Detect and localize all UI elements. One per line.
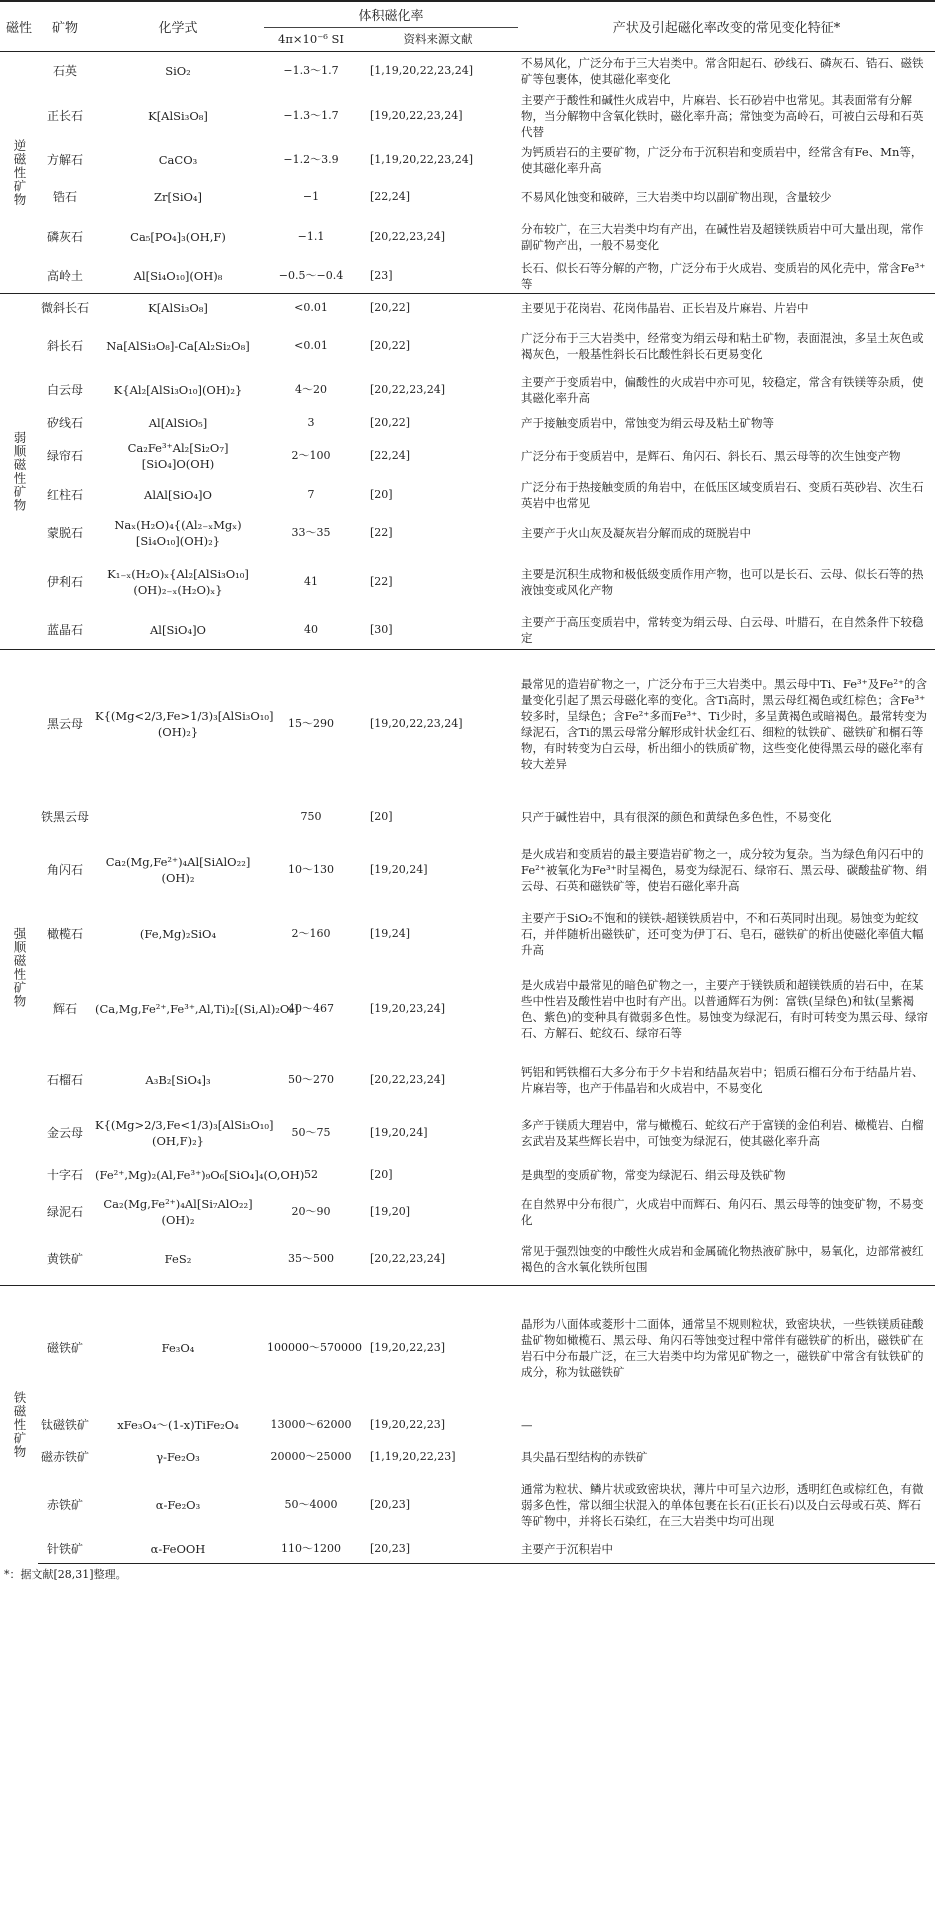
table-row — [0, 259, 935, 294]
chemical-formula: SiO₂ — [92, 51, 264, 91]
chemical-formula: K[AlSi₃O₈] — [92, 294, 264, 322]
chemical-formula: K{(Mg<2/3,Fe>1/3)₃[AlSi₃O₁₀](OH)₂} — [92, 650, 264, 798]
chemical-formula: A₃B₂[SiO₄]₃ — [145, 1072, 211, 1087]
mineral-name: 蒙脱石 — [46, 525, 83, 540]
feature-description: 具尖晶石型结构的赤铁矿 — [521, 1449, 648, 1464]
susceptibility-value: 110～1200 — [264, 1536, 358, 1564]
mineral-name: 高岭土 — [46, 269, 83, 283]
chemical-formula: (Ca,Mg,Fe²⁺,Fe³⁺,Al,Ti)₂[(Si,Al)₂O₆] — [95, 1001, 299, 1016]
susceptibility-value: 40 — [304, 623, 318, 637]
chemical-formula: (Fe,Mg)₂SiO₄ — [139, 926, 217, 941]
mineral-name: 磁赤铁矿 — [41, 1449, 90, 1464]
mineral-name: 方解石 — [46, 153, 83, 167]
table-row — [0, 141, 935, 179]
reference-list: [20,22] — [358, 294, 518, 322]
feature-description: 主要见于花岗岩、花岗伟晶岩、正长岩及片麻岩、片岩中 — [518, 294, 935, 322]
reference-list: [20] — [370, 809, 393, 823]
table-row — [0, 1234, 935, 1286]
chemical-formula: AlAl[SiO₄]O — [144, 487, 212, 502]
chemical-formula: K₁₋ₓ(H₂O)ₓ{Al₂[AlSi₃O₁₀](OH)₂₋ₓ(H₂O)ₓ} — [107, 566, 249, 597]
chemical-formula: Ca₂Fe³⁺Al₂[Si₂O₇][SiO₄]O(OH) — [127, 440, 229, 471]
table-row — [0, 1474, 935, 1536]
feature-description: 产于接触变质岩中，常蚀变为绢云母及粘土矿物等 — [521, 415, 775, 430]
table-row — [0, 1440, 935, 1474]
susceptibility-value: 15～290 — [264, 650, 358, 798]
chemical-formula: Naₓ(H₂O)₄{(Al₂₋ₓMgₓ)[Si₄O₁₀](OH)₂} — [114, 517, 242, 548]
chemical-formula: Al[SiO₄]O — [150, 623, 206, 638]
susceptibility-value: <0.01 — [294, 338, 328, 352]
reference-list: [19,20,23,24] — [370, 1001, 446, 1015]
table-row — [0, 1054, 935, 1106]
table-row — [0, 1286, 935, 1410]
magnetism-group-label: 强顺磁性矿物 — [0, 650, 38, 1286]
feature-description: 不易风化，广泛分布于三大岩类中。常含阳起石、砂线石、磷灰石、锆石、磁铁矿等包裹体，使其磁化率变化 — [518, 51, 935, 91]
reference-list: [23] — [370, 269, 393, 282]
feature-description: 主要产于高压变质岩中，常转变为绢云母、白云母、叶腊石，在自然条件下较稳定 — [521, 615, 924, 646]
reference-list: [20,22,23,24] — [370, 230, 446, 243]
mineral-name: 磷灰石 — [46, 230, 83, 244]
reference-list: [19,24] — [370, 926, 411, 940]
chemical-formula: Na[AlSi₃O₈]-Ca[Al₂Si₂O₈] — [106, 338, 250, 353]
mineral-name: 铁黑云母 — [41, 809, 90, 824]
mineral-name: 赤铁矿 — [46, 1497, 83, 1512]
table-row — [0, 552, 935, 612]
chemical-formula: (Fe²⁺,Mg)₂(Al,Fe³⁺)₉O₆[SiO₄]₄(O,OH) — [95, 1167, 305, 1182]
feature-description: 为钙质岩石的主要矿物，广泛分布于沉积岩和变质岩中，经常含有Fe、Mn等，使其磁化率升高 — [521, 145, 923, 175]
table-row — [0, 476, 935, 514]
susceptibility-value: −0.5～−0.4 — [278, 269, 344, 282]
mineral-name: 角闪石 — [46, 862, 83, 877]
feature-description: 是火成岩和变质岩的最主要造岩矿物之一，成分较为复杂。当为绿色角闪石中的Fe²⁺被氧化为Fe³⁺时呈褐色，易变为绿泥石、绿帘石、黑云母、碳酸盐矿物、绢云母、石英和磁铁矿等，使岩石磁化率升高 — [521, 846, 928, 893]
susceptibility-value: 7 — [307, 487, 315, 501]
feature-description: 钙铝和钙铁榴石大多分布于夕卡岩和结晶灰岩中；铝质石榴石分布于结晶片岩、片麻岩等，也产于伟晶岩和火成岩中，不易变化 — [521, 1064, 924, 1095]
susceptibility-value: 33～35 — [291, 525, 331, 539]
table-row — [0, 650, 935, 798]
reference-list: [1,19,20,22,23,24] — [358, 51, 518, 91]
reference-list: [19,20,24] — [370, 1125, 428, 1139]
header-mineral: 矿物 — [38, 1, 92, 51]
mineral-name: 绿泥石 — [46, 1204, 83, 1219]
mineral-name: 辉石 — [52, 1001, 77, 1016]
susceptibility-value: −1.3～1.7 — [283, 109, 339, 122]
feature-description: 广泛分布于变质岩中，是辉石、角闪石、斜长石、黑云母等的次生蚀变产物 — [521, 448, 901, 463]
chemical-formula: Ca₂(Mg,Fe²⁺)₄Al[Si₇AlO₂₂](OH)₂ — [103, 1196, 253, 1227]
reference-list: [22] — [370, 574, 393, 588]
table-row — [0, 51, 935, 91]
table-row — [0, 836, 935, 904]
table-row — [0, 1106, 935, 1160]
susceptibility-value: 41 — [304, 574, 318, 588]
chemical-formula: CaCO₃ — [158, 153, 198, 167]
reference-list: [20,22,23,24] — [370, 1252, 446, 1266]
reference-list: [19,20,22,23,24] — [358, 650, 518, 798]
chemical-formula: α-Fe₂O₃ — [155, 1497, 201, 1512]
feature-description: — — [521, 1417, 533, 1432]
table-row — [0, 1160, 935, 1190]
susceptibility-value: 750 — [300, 809, 322, 823]
mineral-name: 伊利石 — [46, 574, 83, 589]
reference-list: [20] — [370, 1167, 393, 1181]
mineral-name: 针铁矿 — [38, 1536, 92, 1564]
reference-list: [20,23] — [370, 1497, 411, 1511]
mineral-name: 绿帘石 — [46, 448, 83, 463]
mineral-name: 矽线石 — [46, 415, 83, 430]
mineral-name: 正长石 — [46, 109, 83, 123]
mineral-name: 黄铁矿 — [46, 1252, 83, 1267]
feature-description: 多产于镁质大理岩中，常与橄榄石、蛇纹石产于富镁的金伯利岩、橄榄岩、白榴玄武岩及某些辉长岩中，可蚀变为绿泥石，使其磁化率升高 — [521, 1117, 924, 1148]
chemical-formula: Al[Si₄O₁₀](OH)₈ — [133, 269, 223, 283]
mineral-name: 磁铁矿 — [38, 1286, 92, 1410]
reference-list: [20,23] — [358, 1536, 518, 1564]
susceptibility-value: −1.3～1.7 — [264, 51, 358, 91]
table-note: *：据文献[28,31]整理。 — [4, 1568, 127, 1581]
susceptibility-value: 100000～570000 — [264, 1286, 358, 1410]
feature-description: 是典型的变质矿物，常变为绿泥石、绢云母及铁矿物 — [521, 1167, 786, 1182]
table-body — [0, 51, 935, 1564]
reference-list: [19,20,22,23,24] — [370, 109, 463, 122]
chemical-formula: α-FeOOH — [92, 1536, 264, 1564]
feature-description: 主要产于SiO₂不饱和的镁铁-超镁铁质岩中，不和石英同时出现。易蚀变为蛇纹石，并伴随析出磁铁矿，还可变为伊丁石、皂石，磁铁矿的析出使磁化率值大幅升高 — [521, 910, 924, 957]
feature-description: 只产于碱性岩中，具有很深的颜色和黄绿色多色性，不易变化 — [521, 809, 832, 824]
table-row — [0, 370, 935, 410]
feature-description: 不易风化蚀变和破碎，三大岩类中均以副矿物出现，含量较少 — [521, 190, 832, 204]
table-row — [0, 215, 935, 259]
mineral-name: 十字石 — [46, 1167, 83, 1182]
table-row — [0, 294, 935, 322]
susceptibility-value: −1 — [302, 190, 320, 203]
chemical-formula: xFe₃O₄～(1-x)TiFe₂O₄ — [117, 1417, 239, 1432]
table-row — [0, 322, 935, 370]
chemical-formula: Ca₅[PO₄]₃(OH,F) — [130, 230, 226, 244]
table-row — [0, 1536, 935, 1564]
feature-description: 主要产于火山灰及凝灰岩分解而成的斑脱岩中 — [521, 525, 752, 540]
reference-list: [20,22,23,24] — [370, 382, 446, 396]
susceptibility-value: 40～467 — [288, 1001, 334, 1015]
mineral-name: 红柱石 — [46, 487, 83, 502]
reference-list: [1,19,20,22,23] — [370, 1449, 456, 1463]
table-row — [0, 904, 935, 964]
feature-description: 主要产于酸性和碱性火成岩中，片麻岩、长石砂岩中也常见。其表面常有分解物，当分解物中含氧化铁时，磁化率升高；常蚀变为高岭石，可被白云母和石英代替 — [521, 93, 924, 139]
reference-list: [22,24] — [370, 448, 411, 462]
mineral-name: 石英 — [38, 51, 92, 91]
table-row — [0, 798, 935, 836]
susceptibility-value: 13000～62000 — [270, 1417, 352, 1431]
mineral-name: 锆石 — [52, 190, 77, 204]
table-row — [0, 964, 935, 1054]
header-susceptibility: 体积磁化率 — [264, 1, 518, 27]
mineral-name: 橄榄石 — [46, 926, 83, 941]
chemical-formula: Zr[SiO₄] — [153, 190, 203, 204]
table-row — [0, 1190, 935, 1234]
table-row — [0, 1410, 935, 1440]
mineral-name: 蓝晶石 — [46, 623, 83, 638]
susceptibility-value: 35～500 — [288, 1252, 334, 1266]
susceptibility-value: 3 — [307, 415, 315, 429]
mineral-name: 白云母 — [46, 382, 83, 397]
reference-list: [20,22] — [370, 338, 411, 352]
table-row — [0, 612, 935, 650]
feature-description: 常见于强烈蚀变的中酸性火成岩和金属硫化物热液矿脉中，易氧化，边部常被红褐色的含水氧化铁所包围 — [521, 1244, 924, 1275]
susceptibility-value: 20000～25000 — [270, 1449, 352, 1463]
susceptibility-value: 2～100 — [291, 448, 331, 462]
chemical-formula: Ca₂(Mg,Fe²⁺)₄Al[SiAlO₂₂](OH)₂ — [105, 854, 251, 885]
reference-list: [1,19,20,22,23,24] — [370, 153, 474, 166]
header-magnetism: 磁性 — [0, 1, 38, 51]
table-row — [0, 410, 935, 436]
mineral-name: 斜长石 — [46, 338, 83, 353]
header-susceptibility-unit: 4π×10⁻⁶ SI — [264, 27, 358, 51]
chemical-formula: Al[AlSiO₅] — [148, 415, 208, 430]
susceptibility-value: 4～20 — [295, 382, 327, 396]
header-features: 产状及引起磁化率改变的常见变化特征* — [518, 1, 935, 51]
reference-list: [19,20] — [370, 1204, 411, 1218]
mineral-name: 石榴石 — [46, 1072, 83, 1087]
susceptibility-value: <0.01 — [264, 294, 358, 322]
feature-description: 主要是沉积生成物和极低级变质作用产物，也可以是长石、云母、似长石等的热液蚀变或风化产物 — [521, 566, 924, 597]
mineral-name: 金云母 — [46, 1125, 83, 1140]
reference-list: [30] — [370, 623, 393, 637]
magnetism-group-label: 弱顺磁性矿物 — [0, 294, 38, 650]
susceptibility-value: 50～270 — [288, 1072, 334, 1086]
reference-list: [22,24] — [370, 190, 411, 203]
chemical-formula: K[AlSi₃O₈] — [148, 109, 208, 123]
chemical-formula: FeS₂ — [164, 1252, 192, 1267]
feature-description: 通常为粒状、鳞片状或致密块状，薄片中可呈六边形，透明红色或棕红色，有微弱多色性，常以细尘状混入的单体包裹在长石(正长石)以及白云母或石英、辉石等矿物中，并将长石染红，在三大岩类中均可出现 — [521, 1481, 924, 1528]
header-formula: 化学式 — [92, 1, 264, 51]
feature-description: 广泛分布于三大岩类中，经常变为绢云母和粘土矿物，表面混浊，多呈土灰色或褐灰色，一般基性斜长石比酸性斜长石更易变化 — [521, 330, 924, 361]
feature-description: 晶形为八面体或菱形十二面体，通常呈不规则粒状，致密块状，一些铁镁质硅酸盐矿物如橄榄石、黑云母、角闪石等蚀变过程中常伴有磁铁矿的析出，磁铁矿在岩石中分布最广泛，在三大岩类中均为常见矿物之一，磁铁矿中常含有钛铁矿的成分，称为钛磁铁矿 — [518, 1286, 935, 1410]
susceptibility-value: 10～130 — [288, 862, 334, 876]
chemical-formula: γ-Fe₂O₃ — [156, 1449, 200, 1464]
chemical-formula: K{(Mg>2/3,Fe<1/3)₃[AlSi₃O₁₀](OH,F)₂} — [95, 1117, 274, 1148]
feature-description: 分布较广，在三大岩类中均有产出，在碱性岩及超镁铁质岩中可大量出现，常作副矿物产出，一般不易变化 — [521, 222, 924, 252]
feature-description: 在自然界中分布很广，火成岩中而辉石、角闪石、黑云母等的蚀变矿物，不易变化 — [521, 1196, 924, 1227]
feature-description: 主要产于变质岩中，偏酸性的火成岩中亦可见，较稳定，常含有铁镁等杂质，使其磁化率升高 — [521, 374, 924, 405]
header-reference: 资料来源文献 — [358, 27, 518, 51]
table-row — [0, 514, 935, 552]
susceptibility-value: 50～4000 — [284, 1497, 338, 1511]
mineral-name: 黑云母 — [38, 650, 92, 798]
mineral-name: 微斜长石 — [38, 294, 92, 322]
susceptibility-value: 20～90 — [291, 1204, 331, 1218]
reference-list: [20,22] — [370, 415, 411, 429]
feature-description: 是火成岩中最常见的暗色矿物之一，主要产于镁铁质和超镁铁质的岩石中，在某些中性岩及酸性岩中也时有产出。以普通辉石为例：富铁(呈绿色)和钛(呈紫褐色、紫色)的变种具有微弱多色性。易蚀变为绿泥石，有时可转变为黑云母、绿帘石、方解石、蛇纹石、绿帘石等 — [521, 977, 928, 1040]
susceptibility-value: −1.1 — [297, 230, 325, 243]
chemical-formula: K{Al₂[AlSi₃O₁₀](OH)₂} — [113, 382, 243, 397]
reference-list: [19,20,24] — [370, 862, 428, 876]
table-row — [0, 91, 935, 141]
feature-description: 主要产于沉积岩中 — [518, 1536, 935, 1564]
feature-description: 长石、似长石等分解的产物，广泛分布于火成岩、变质岩的风化壳中，常含Fe³⁺等 — [521, 261, 926, 291]
feature-description: 最常见的造岩矿物之一，广泛分布于三大岩类中。黑云母中Ti、Fe³⁺及Fe²⁺的含量变化引起了黑云母磁化率的变化。含Ti高时，黑云母红褐色或红棕色；含Fe³⁺较多时，呈绿色；含Fe²⁺多而Fe³⁺、Ti少时，多呈黄褐色或暗褐色。最常转变为绿泥石，含Ti的黑云母常分解形成针状金红石、细粒的钛铁矿、磁铁矿和榍石等物，有时转变为白云母，析出细小的铁质矿物，这些变化使得黑云母的磁化率有较大差异 — [518, 650, 935, 798]
chemical-formula: Fe₃O₄ — [92, 1286, 264, 1410]
reference-list: [20,22,23,24] — [370, 1072, 446, 1086]
table-row — [0, 436, 935, 476]
reference-list: [19,20,22,23] — [358, 1286, 518, 1410]
susceptibility-value: 50～75 — [291, 1125, 331, 1139]
reference-list: [20] — [370, 487, 393, 501]
mineral-name: 钛磁铁矿 — [41, 1417, 90, 1432]
reference-list: [19,20,22,23] — [370, 1417, 446, 1431]
susceptibility-value: 52 — [304, 1167, 318, 1181]
reference-list: [22] — [370, 525, 393, 539]
magnetism-group-label: 铁磁性矿物 — [0, 1286, 38, 1564]
magnetism-group-label: 逆磁性矿物 — [0, 51, 38, 294]
chemical-formula — [92, 798, 264, 836]
feature-description: 广泛分布于热接触变质的角岩中，在低压区域变质岩石、变质石英砂岩、次生石英岩中也常见 — [521, 479, 924, 510]
susceptibility-value: 2～160 — [291, 926, 331, 940]
table-row — [0, 179, 935, 215]
susceptibility-value: −1.2～3.9 — [283, 153, 339, 166]
